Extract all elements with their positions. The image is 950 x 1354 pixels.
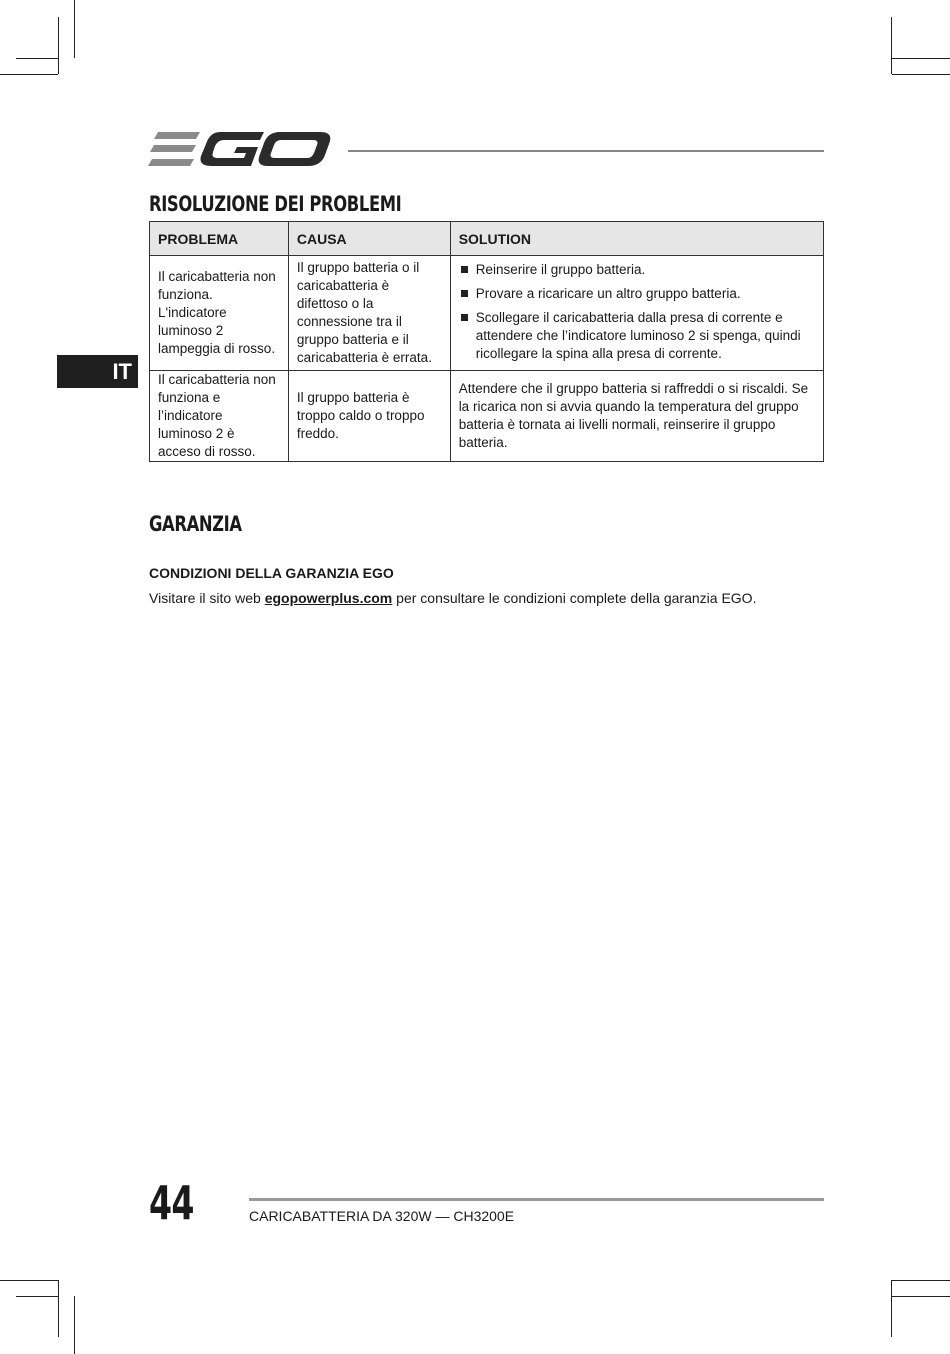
square-bullet-icon [461, 314, 468, 321]
column-header-problema: PROBLEMA [150, 222, 289, 256]
solution-text: Provare a ricaricare un altro gruppo batteria. [475, 286, 741, 301]
ego-logo [148, 128, 332, 172]
crop-mark [58, 17, 59, 74]
header-rule [348, 150, 824, 152]
footer-rule [249, 1198, 824, 1201]
crop-mark [74, 0, 75, 58]
problem-cell: Il caricabatteria non funziona e l’indicatore luminoso 2 è acceso di rosso. [150, 371, 289, 462]
crop-mark [892, 1280, 950, 1281]
warranty-paragraph [149, 590, 756, 606]
solution-text: Reinserire il gruppo batteria. [475, 262, 646, 277]
solution-text: Scollegare il caricabatteria dalla presa di corrente e attendere che l’indicatore luminoso 2 si spenga, quindi ricollegare la spina alla presa di corrente. [475, 310, 801, 361]
square-bullet-icon [461, 290, 468, 297]
warranty-subtitle: CONDIZIONI DELLA GARANZIA EGO [149, 565, 394, 581]
solution-cell: Attendere che il gruppo batteria si raffreddi o si riscaldi. Se la ricarica non si avvia quando la temperatura del gruppo batteria è tornata ai livelli normali, reinserire il gruppo batteria. [450, 371, 823, 462]
warranty-link[interactable]: egopowerplus.com [264, 590, 393, 606]
column-header-causa: CAUSA [288, 222, 450, 256]
crop-mark [0, 1280, 58, 1281]
square-bullet-icon [461, 266, 468, 273]
warranty-text-after: per consultare le condizioni complete della garanzia EGO. [392, 590, 757, 606]
list-item [459, 309, 815, 363]
table-row [150, 371, 824, 462]
problem-cell: Il caricabatteria non funziona. L'indicatore luminoso 2 lampeggia di rosso. [150, 256, 289, 371]
list-item [459, 261, 815, 279]
crop-mark [891, 1280, 892, 1337]
language-tab: IT [57, 355, 138, 388]
cause-cell: Il gruppo batteria è troppo caldo o troppo freddo. [288, 371, 450, 462]
crop-mark [0, 74, 58, 75]
page-number: 44 [149, 1176, 194, 1230]
crop-mark [891, 17, 892, 74]
table-header-row [150, 222, 824, 256]
crop-mark [74, 1296, 75, 1354]
crop-mark [16, 1296, 58, 1297]
troubleshooting-title: RISOLUZIONE DEI PROBLEMI [149, 192, 402, 216]
table-row [150, 256, 824, 371]
crop-mark [892, 1296, 950, 1297]
crop-mark [892, 58, 950, 59]
list-item [459, 285, 815, 303]
solution-list [459, 261, 815, 363]
troubleshooting-table [149, 221, 824, 462]
crop-mark [892, 74, 950, 75]
cause-cell: Il gruppo batteria o il caricabatteria è difettoso o la connessione tra il gruppo batteria e il caricabatteria è errata. [288, 256, 450, 371]
warranty-title: GARANZIA [149, 512, 242, 536]
crop-mark [58, 1280, 59, 1337]
footer-product-title: CARICABATTERIA DA 320W — CH3200E [249, 1208, 515, 1224]
column-header-solution: SOLUTION [450, 222, 823, 256]
solution-cell [450, 256, 823, 371]
warranty-text-before: Visitare il sito web [149, 590, 261, 606]
crop-mark [16, 58, 58, 59]
